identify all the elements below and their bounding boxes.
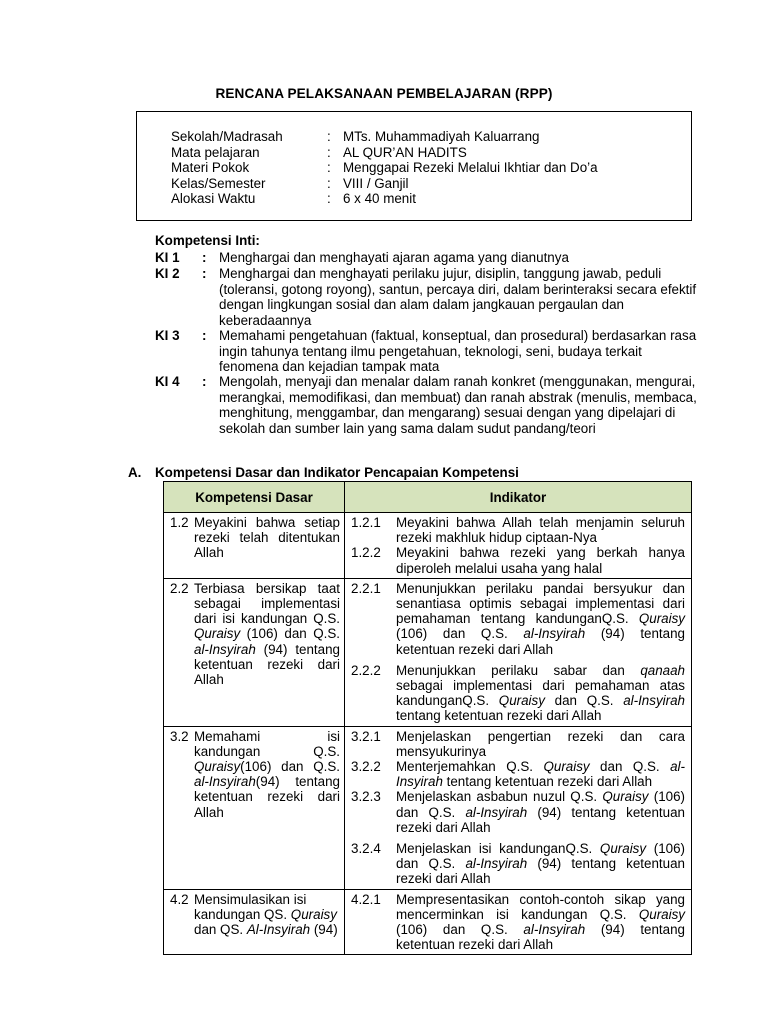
ki-item xyxy=(155,250,695,266)
section-title: Kompetensi Dasar dan Indikator Pencapaian Kompetensi xyxy=(155,465,519,480)
indicator-text: Menunjukkan perilaku pandai bersyukur dan senantiasa optimis sebagai implementasi dari pemahaman tentang kandunganQ.S. Quraisy (106) dan Q.S. al-Insyirah (94) tentang ketentuan rezeki dari Allah xyxy=(396,580,685,657)
table-header-row xyxy=(164,482,692,513)
indicator-item xyxy=(345,789,685,835)
table-row xyxy=(164,578,692,726)
identity-colon: : xyxy=(327,160,331,175)
indicator-number: 3.2.2 xyxy=(351,759,381,775)
header-indikator: Indikator xyxy=(345,482,692,513)
indicator-text: Menjelaskan isi kandunganQ.S. Quraisy (106) dan Q.S. al-Insyirah (94) tentang ketentuan rezeki dari Allah xyxy=(396,841,685,887)
kd-cell xyxy=(164,579,344,689)
kd-number: 4.2 xyxy=(170,891,189,907)
ki-heading: Kompetensi Inti: xyxy=(155,233,260,248)
kd-text: Terbiasa bersikap taat sebagai implementasi dari isi kandungan Q.S. Quraisy (106) dan Q.S. al-Insyirah (94) tentang ketentuan rezeki dari Allah xyxy=(194,580,340,688)
identity-colon: : xyxy=(327,191,331,206)
indicator-number: 3.2.1 xyxy=(351,728,381,744)
header-kompetensi-dasar: Kompetensi Dasar xyxy=(164,482,345,513)
ki-item xyxy=(155,266,695,328)
indicator-item xyxy=(345,729,685,759)
identity-label: Kelas/Semester xyxy=(171,175,266,191)
identity-colon: : xyxy=(327,144,331,160)
ki-code: KI 2 xyxy=(155,266,180,281)
indicator-number: 3.2.4 xyxy=(351,841,381,857)
table-row xyxy=(164,889,692,955)
indicator-number: 1.2.2 xyxy=(351,545,381,561)
indicator-text: Menjelaskan asbabun nuzul Q.S. Quraisy (106) dan Q.S. al-Insyirah (94) tentang ketentuan rezeki dari Allah xyxy=(396,789,685,835)
indicator-text: Menunjukkan perilaku sabar dan qanaah sebagai implementasi dari pemahaman atas kandunganQ.S. Quraisy dan Q.S. al-Insyirah tentang ketentuan rezeki dari Allah xyxy=(396,662,685,724)
kd-text: Meyakini bahwa setiap rezeki telah ditentukan Allah xyxy=(194,515,340,561)
kd-text: Mensimulasikan isi kandungan QS. Quraisy dan QS. Al-Insyirah (94) xyxy=(194,891,338,938)
identity-value: VIII / Ganjil xyxy=(343,175,409,191)
identity-colon: : xyxy=(327,129,331,144)
identity-label: Alokasi Waktu xyxy=(171,191,256,206)
table-row xyxy=(164,513,692,579)
identity-label: Sekolah/Madrasah xyxy=(171,129,283,144)
identity-label: Mata pelajaran xyxy=(171,144,260,160)
ki-item xyxy=(155,328,695,375)
indicator-text: Menjelaskan pengertian rezeki dan cara mensyukurinya xyxy=(396,728,685,759)
indicator-text: Mempresentasikan contoh-contoh sikap yang mencerminkan isi kandungan Q.S. Quraisy (106) dan Q.S. al-Insyirah (94) tentang ketentuan rezeki dari Allah xyxy=(396,891,685,953)
indicator-number: 2.2.1 xyxy=(351,580,381,596)
ki-code: KI 3 xyxy=(155,328,180,343)
identity-value: Menggapai Rezeki Melalui Ikhtiar dan Do’a xyxy=(343,160,598,175)
ki-colon: : xyxy=(202,374,207,389)
table-row xyxy=(164,726,692,889)
indicator-item xyxy=(345,581,685,657)
ki-code: KI 1 xyxy=(155,250,180,265)
section-a-heading xyxy=(128,465,519,481)
kd-number: 1.2 xyxy=(170,515,189,530)
identity-value: MTs. Muhammadiyah Kaluarrang xyxy=(343,129,540,144)
kd-number: 3.2 xyxy=(170,728,189,744)
kd-cell xyxy=(164,890,344,940)
page-title: RENCANA PELAKSANAAN PEMBELAJARAN (RPP) xyxy=(215,86,553,101)
ki-text: Memahami pengetahuan (faktual, konseptual, dan prosedural) berdasarkan rasa ingin tahunya tentang ilmu pengetahuan, teknologi, seni, budaya terkait fenomena dan kejadian tampak mata xyxy=(219,328,697,374)
indicator-item xyxy=(345,663,685,724)
identity-value: 6 x 40 menit xyxy=(343,191,416,206)
kd-number: 2.2 xyxy=(170,580,189,596)
indicator-item xyxy=(345,545,685,575)
kd-cell xyxy=(164,513,344,563)
indicator-number: 1.2.1 xyxy=(351,515,381,530)
ki-colon: : xyxy=(202,266,207,281)
indicator-text: Meyakini bahwa Allah telah menjamin seluruh rezeki makhluk hidup ciptaan-Nya xyxy=(396,515,685,546)
indicator-item xyxy=(345,759,685,789)
ki-colon: : xyxy=(202,250,207,265)
indicator-number: 4.2.1 xyxy=(351,891,381,907)
kd-cell xyxy=(164,727,344,822)
kd-table xyxy=(163,481,692,955)
ki-code: KI 4 xyxy=(155,374,180,389)
indicator-item xyxy=(345,841,685,887)
indicator-item xyxy=(345,892,685,953)
kd-text: Memahami isi kandungan Q.S. Quraisy(106) dan Q.S. al-Insyirah(94) tentang ketentuan rezeki dari Allah xyxy=(194,728,340,820)
section-letter: A. xyxy=(128,465,142,480)
identity-value: AL QUR’AN HADITS xyxy=(343,144,467,160)
ki-item xyxy=(155,374,695,452)
ki-text: Menghargai dan menghayati ajaran agama yang dianutnya xyxy=(219,250,569,265)
indicator-item xyxy=(345,515,685,545)
indicator-text: Menterjemahkan Q.S. Quraisy dan Q.S. al-Insyirah tentang ketentuan rezeki dari Allah xyxy=(396,759,685,790)
indicator-number: 2.2.2 xyxy=(351,662,381,678)
identity-box xyxy=(136,111,692,221)
indicator-number: 3.2.3 xyxy=(351,789,381,805)
ki-text: Mengolah, menyaji dan menalar dalam ranah konkret (menggunakan, mengurai, merangkai, memodifikasi, dan membuat) dan ranah abstrak (menulis, membaca, menghitung, menggambar, dan mengarang) sesuai dengan yang dipelajari di sekolah dan sumber lain yang sama dalam sudut pandang/teori xyxy=(219,374,697,436)
indicator-text: Meyakini bahwa rezeki yang berkah hanya diperoleh melalui usaha yang halal xyxy=(396,545,685,576)
ki-colon: : xyxy=(202,328,207,343)
identity-colon: : xyxy=(327,175,331,191)
identity-label: Materi Pokok xyxy=(171,160,250,175)
ki-text: Menghargai dan menghayati perilaku jujur, disiplin, tanggung jawab, peduli (toleransi, gotong royong), santun, percaya diri, dalam berinteraksi secara efektif dengan lingkungan sosial dan alam dalam jangkauan pergaulan dan keberadaannya xyxy=(219,266,697,328)
